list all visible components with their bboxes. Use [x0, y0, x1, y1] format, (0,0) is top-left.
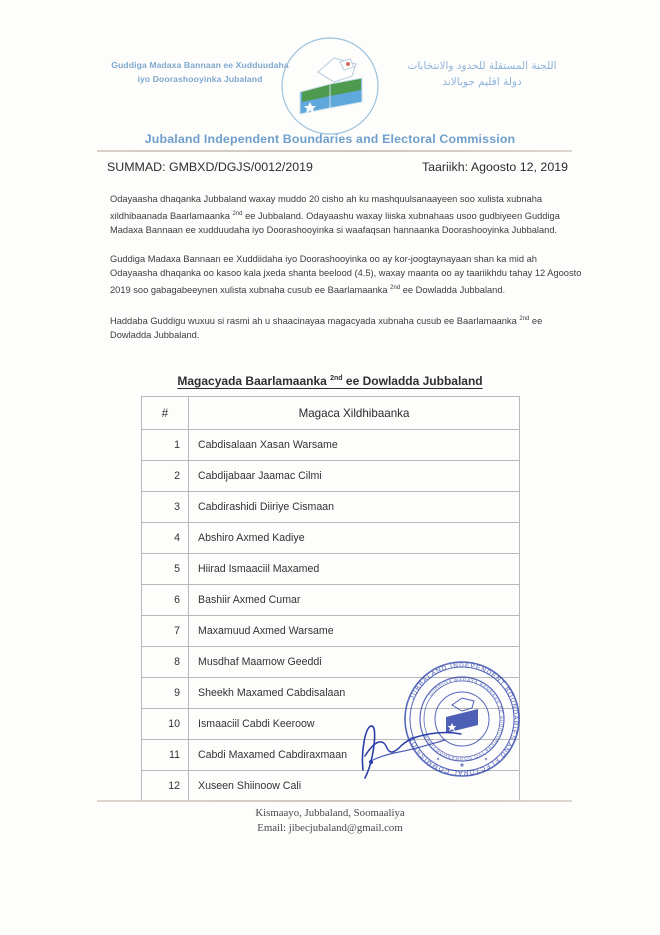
- column-header-name: Magaca Xildhibaanka: [189, 397, 520, 430]
- table-heading-part1: Magacyada Baarlamaanka: [177, 374, 331, 388]
- member-number: 7: [142, 616, 189, 647]
- document-footer: [0, 806, 660, 836]
- member-name: Xuseen Shiinoow Cali: [189, 771, 520, 802]
- document-date: Taariikh: Agoosto 12, 2019: [421, 160, 568, 174]
- paragraph-1-ordinal: 2nd: [232, 210, 243, 217]
- table-header-row: [142, 397, 520, 430]
- member-number: 10: [142, 709, 189, 740]
- member-number: 4: [142, 523, 189, 554]
- table-row: [142, 740, 520, 771]
- svg-text:GUDDIGA MADAXA BANNAAN EE XUDD: GUDDIGA MADAXA BANNAAN EE XUDDUUDAHA IYO DOORASHOOYINKA: [423, 676, 505, 762]
- member-name: Sheekh Maxamed Cabdisalaan: [189, 678, 520, 709]
- member-name: Cabdi Maxamed Cabdiraxmaan: [189, 740, 520, 771]
- footer-email: Email: jibecjubaland@gmail.com: [257, 822, 403, 834]
- paragraph-3-part1: Haddaba Guddigu wuxuu si rasmi ah u shaacinayaa magacyada xubnaha cusub ee Baarlamaanka: [110, 315, 520, 326]
- table-row: [142, 430, 520, 461]
- header-divider: [97, 150, 572, 152]
- paragraph-2-part1: Guddiga Madaxa Bannaan ee Xuddiidaha iyo Doorashooyinka oo ay kor-joogtaynayaan shan ka mid ah Odayaasha dhaqanka oo kasoo kala jxeda shanta beelood (4.5), waxay maanta oo ay taariikhdu tahay 12 Agoosto 2019 soo gabagabeeynen xulista xubnaha cusub ee Baarlamaanka: [110, 253, 582, 296]
- member-name: Cabdisalaan Xasan Warsame: [189, 430, 520, 461]
- paragraph-3-ordinal: 2nd: [519, 315, 530, 322]
- paragraph-2-part2: ee Dowladda Jubbaland.: [400, 285, 506, 296]
- table-row: [142, 771, 520, 802]
- document-meta: [107, 160, 572, 174]
- members-table: [141, 396, 520, 802]
- commission-name-somali-line2: iyo Doorashooyinka Jubaland: [137, 74, 263, 84]
- svg-text:JUBBALAND INDEPENDENT BOUNDARI: JUBBALAND INDEPENDENT BOUNDARIES AND ELECTORAL COMMISSION: [407, 661, 520, 777]
- table-row: [142, 678, 520, 709]
- commission-name-somali-line1: Guddiga Madaxa Bannaan ee Xudduudaha: [111, 60, 289, 70]
- member-name: Musdhaf Maamow Geeddi: [189, 647, 520, 678]
- table-heading-part2: ee Dowladda Jubbaland: [342, 374, 483, 388]
- members-table-body: [142, 430, 520, 802]
- member-name: Ismaaciil Cabdi Keeroow: [189, 709, 520, 740]
- member-name: Abshiro Axmed Kadiye: [189, 523, 520, 554]
- table-row: [142, 554, 520, 585]
- paragraph-1-part1: Odayaasha dhaqanka Jubbaland waxay muddo 20 cisho ah ku mashquulsanaayeen soo xulista xubnaha xildhibaanada Baarlamaanka: [110, 194, 543, 221]
- member-name: Bashiir Axmed Cumar: [189, 585, 520, 616]
- members-table-head: [142, 397, 520, 430]
- members-table-wrapper: [141, 396, 520, 802]
- table-row: [142, 616, 520, 647]
- member-name: Cabdirashidi Diiriye Cismaan: [189, 492, 520, 523]
- table-heading-ordinal: 2nd: [330, 375, 343, 382]
- ballot-box-flag-logo-icon: [278, 34, 382, 138]
- member-name: Cabdijabaar Jaamac Cilmi: [189, 461, 520, 492]
- organization-title: Jubaland Independent Boundaries and Electoral Commission: [144, 132, 516, 146]
- member-number: 1: [142, 430, 189, 461]
- paragraph-2: [110, 252, 585, 298]
- commission-name-somali: [100, 58, 300, 86]
- table-row: [142, 492, 520, 523]
- paragraph-3: [110, 312, 585, 343]
- document-body: [110, 192, 585, 357]
- commission-name-arabic-line1: اللجنة المستقلة للحدود والانتخابات: [407, 60, 557, 72]
- footer-divider: [97, 800, 572, 802]
- table-row: [142, 461, 520, 492]
- member-name: Maxamuud Axmed Warsame: [189, 616, 520, 647]
- member-number: 9: [142, 678, 189, 709]
- table-row: [142, 647, 520, 678]
- paragraph-1-part2: ee Jubbaland. Odayaashu waxay liiska xubnahaas usoo gudbiyeen Guddiga Madaxa Bannaan ee xudduudaha iyo Doorashooyinka si waafaqsan hannaanka Doorashooyinka Jubbaland.: [110, 210, 560, 236]
- paragraph-2-ordinal: 2nd: [390, 285, 401, 292]
- member-number: 11: [142, 740, 189, 771]
- column-header-number: #: [142, 397, 189, 430]
- table-row: [142, 523, 520, 554]
- member-number: 2: [142, 461, 189, 492]
- paragraph-1: [110, 192, 585, 238]
- footer-address: Kismaayo, Jubbaland, Soomaaliya: [255, 807, 405, 819]
- document-header: [0, 34, 660, 144]
- reference-number: SUMMAD: GMBXD/DGJS/0012/2019: [107, 160, 313, 174]
- member-number: 8: [142, 647, 189, 678]
- member-number: 12: [142, 771, 189, 802]
- member-number: 6: [142, 585, 189, 616]
- member-number: 3: [142, 492, 189, 523]
- member-number: 5: [142, 554, 189, 585]
- commission-name-arabic-line2: دولة اقليم جوبالاند: [442, 76, 522, 88]
- commission-name-arabic: [392, 58, 572, 90]
- table-heading: [0, 374, 660, 388]
- member-name: Hiirad Ismaaciil Maxamed: [189, 554, 520, 585]
- table-row: [142, 709, 520, 740]
- table-row: [142, 585, 520, 616]
- paragraph-3-part2: ee Dowladda Jubbaland.: [110, 315, 543, 341]
